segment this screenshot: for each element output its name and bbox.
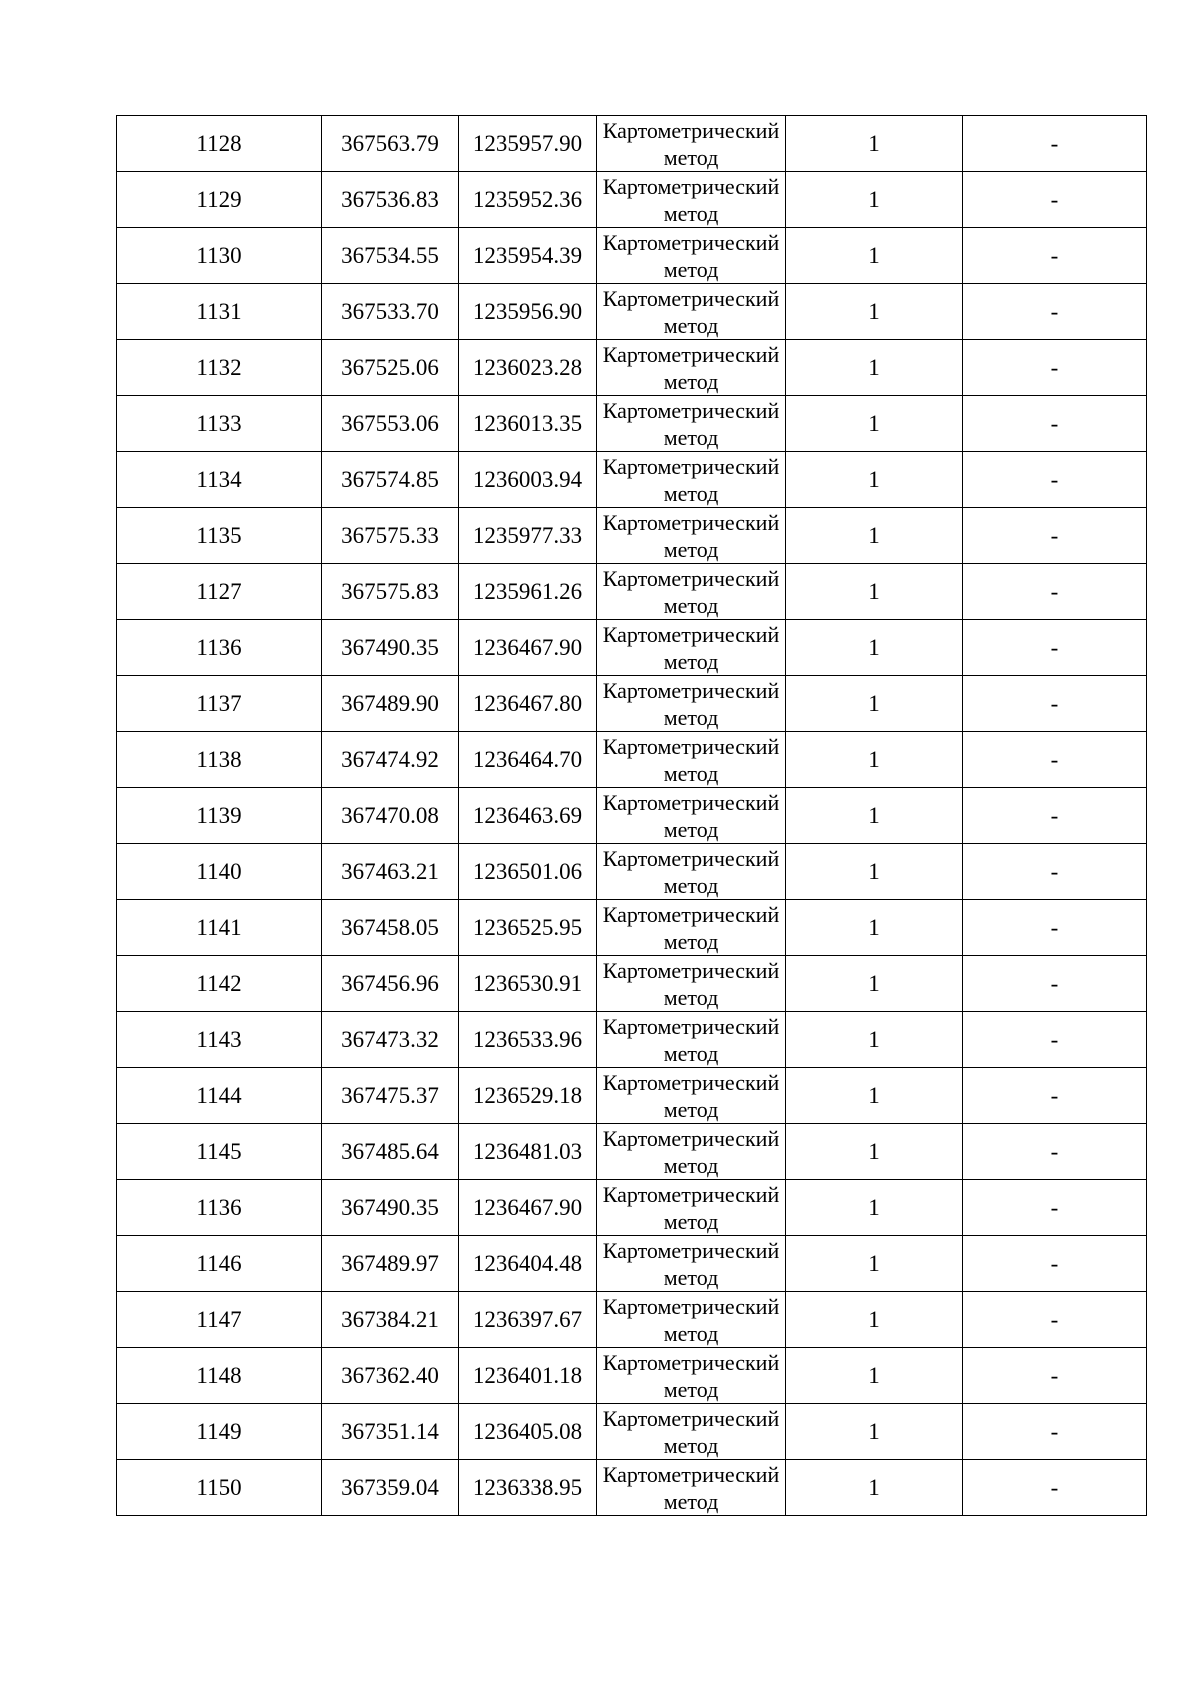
accuracy-cell: 1	[786, 676, 963, 732]
method-text: Картометрический метод	[602, 510, 780, 562]
table-row	[117, 340, 1147, 396]
method-text: Картометрический метод	[602, 1182, 780, 1234]
accuracy-cell: 1	[786, 116, 963, 172]
accuracy-cell: 1	[786, 396, 963, 452]
method-cell	[597, 1460, 786, 1516]
note-cell: -	[963, 844, 1147, 900]
accuracy-cell: 1	[786, 564, 963, 620]
accuracy-cell: 1	[786, 1348, 963, 1404]
y-coordinate-cell: 1236467.80	[459, 676, 597, 732]
x-coordinate-cell: 367458.05	[322, 900, 459, 956]
method-cell	[597, 1236, 786, 1292]
method-cell	[597, 228, 786, 284]
table-row	[117, 1460, 1147, 1516]
accuracy-cell: 1	[786, 340, 963, 396]
point-number-cell: 1139	[117, 788, 322, 844]
y-coordinate-cell: 1235954.39	[459, 228, 597, 284]
accuracy-cell: 1	[786, 228, 963, 284]
y-coordinate-cell: 1235952.36	[459, 172, 597, 228]
x-coordinate-cell: 367575.83	[322, 564, 459, 620]
method-text: Картометрический метод	[602, 398, 780, 450]
table-row	[117, 1348, 1147, 1404]
method-text: Картометрический метод	[602, 454, 780, 506]
note-cell: -	[963, 1292, 1147, 1348]
method-cell	[597, 1124, 786, 1180]
note-cell: -	[963, 1124, 1147, 1180]
table-row	[117, 620, 1147, 676]
accuracy-cell: 1	[786, 1236, 963, 1292]
note-cell: -	[963, 396, 1147, 452]
x-coordinate-cell: 367490.35	[322, 1180, 459, 1236]
table-row	[117, 956, 1147, 1012]
y-coordinate-cell: 1236003.94	[459, 452, 597, 508]
y-coordinate-cell: 1236013.35	[459, 396, 597, 452]
x-coordinate-cell: 367575.33	[322, 508, 459, 564]
method-cell	[597, 396, 786, 452]
x-coordinate-cell: 367474.92	[322, 732, 459, 788]
x-coordinate-cell: 367574.85	[322, 452, 459, 508]
method-cell	[597, 900, 786, 956]
x-coordinate-cell: 367563.79	[322, 116, 459, 172]
note-cell: -	[963, 116, 1147, 172]
accuracy-cell: 1	[786, 508, 963, 564]
method-cell	[597, 788, 786, 844]
accuracy-cell: 1	[786, 788, 963, 844]
method-text: Картометрический метод	[602, 734, 780, 786]
y-coordinate-cell: 1236529.18	[459, 1068, 597, 1124]
point-number-cell: 1131	[117, 284, 322, 340]
method-text: Картометрический метод	[602, 566, 780, 618]
accuracy-cell: 1	[786, 452, 963, 508]
x-coordinate-cell: 367463.21	[322, 844, 459, 900]
y-coordinate-cell: 1236404.48	[459, 1236, 597, 1292]
accuracy-cell: 1	[786, 956, 963, 1012]
method-text: Картометрический метод	[602, 678, 780, 730]
x-coordinate-cell: 367553.06	[322, 396, 459, 452]
note-cell: -	[963, 172, 1147, 228]
point-number-cell: 1142	[117, 956, 322, 1012]
method-text: Картометрический метод	[602, 1014, 780, 1066]
accuracy-cell: 1	[786, 620, 963, 676]
x-coordinate-cell: 367525.06	[322, 340, 459, 396]
y-coordinate-cell: 1236405.08	[459, 1404, 597, 1460]
x-coordinate-cell: 367536.83	[322, 172, 459, 228]
y-coordinate-cell: 1235961.26	[459, 564, 597, 620]
point-number-cell: 1129	[117, 172, 322, 228]
table-row	[117, 1124, 1147, 1180]
table-row	[117, 1012, 1147, 1068]
method-text: Картометрический метод	[602, 1462, 780, 1514]
method-text: Картометрический метод	[602, 958, 780, 1010]
table-row	[117, 508, 1147, 564]
table-row	[117, 564, 1147, 620]
x-coordinate-cell: 367490.35	[322, 620, 459, 676]
method-cell	[597, 1012, 786, 1068]
note-cell: -	[963, 1012, 1147, 1068]
method-text: Картометрический метод	[602, 622, 780, 674]
method-text: Картометрический метод	[602, 1350, 780, 1402]
y-coordinate-cell: 1236023.28	[459, 340, 597, 396]
y-coordinate-cell: 1236530.91	[459, 956, 597, 1012]
point-number-cell: 1136	[117, 620, 322, 676]
table-row	[117, 788, 1147, 844]
accuracy-cell: 1	[786, 1068, 963, 1124]
method-text: Картометрический метод	[602, 118, 780, 170]
method-cell	[597, 1068, 786, 1124]
point-number-cell: 1141	[117, 900, 322, 956]
note-cell: -	[963, 1180, 1147, 1236]
table-row	[117, 1292, 1147, 1348]
point-number-cell: 1150	[117, 1460, 322, 1516]
method-cell	[597, 284, 786, 340]
point-number-cell: 1128	[117, 116, 322, 172]
accuracy-cell: 1	[786, 732, 963, 788]
note-cell: -	[963, 1348, 1147, 1404]
y-coordinate-cell: 1236467.90	[459, 1180, 597, 1236]
point-number-cell: 1149	[117, 1404, 322, 1460]
point-number-cell: 1144	[117, 1068, 322, 1124]
point-number-cell: 1130	[117, 228, 322, 284]
method-cell	[597, 844, 786, 900]
point-number-cell: 1140	[117, 844, 322, 900]
method-cell	[597, 452, 786, 508]
note-cell: -	[963, 1236, 1147, 1292]
table-row	[117, 1236, 1147, 1292]
y-coordinate-cell: 1236464.70	[459, 732, 597, 788]
y-coordinate-cell: 1236463.69	[459, 788, 597, 844]
method-cell	[597, 508, 786, 564]
note-cell: -	[963, 1460, 1147, 1516]
method-cell	[597, 1180, 786, 1236]
note-cell: -	[963, 564, 1147, 620]
table-row	[117, 116, 1147, 172]
y-coordinate-cell: 1236401.18	[459, 1348, 597, 1404]
accuracy-cell: 1	[786, 1404, 963, 1460]
x-coordinate-cell: 367384.21	[322, 1292, 459, 1348]
x-coordinate-cell: 367489.97	[322, 1236, 459, 1292]
note-cell: -	[963, 956, 1147, 1012]
point-number-cell: 1132	[117, 340, 322, 396]
method-cell	[597, 1292, 786, 1348]
method-text: Картометрический метод	[602, 1238, 780, 1290]
table-row	[117, 228, 1147, 284]
point-number-cell: 1143	[117, 1012, 322, 1068]
y-coordinate-cell: 1236525.95	[459, 900, 597, 956]
point-number-cell: 1136	[117, 1180, 322, 1236]
method-text: Картометрический метод	[602, 846, 780, 898]
table-row	[117, 172, 1147, 228]
accuracy-cell: 1	[786, 1460, 963, 1516]
method-cell	[597, 340, 786, 396]
y-coordinate-cell: 1236397.67	[459, 1292, 597, 1348]
point-number-cell: 1147	[117, 1292, 322, 1348]
coordinates-table	[116, 115, 1147, 1516]
table-row	[117, 284, 1147, 340]
x-coordinate-cell: 367362.40	[322, 1348, 459, 1404]
note-cell: -	[963, 1068, 1147, 1124]
y-coordinate-cell: 1235957.90	[459, 116, 597, 172]
x-coordinate-cell: 367534.55	[322, 228, 459, 284]
method-cell	[597, 1348, 786, 1404]
note-cell: -	[963, 1404, 1147, 1460]
note-cell: -	[963, 228, 1147, 284]
x-coordinate-cell: 367359.04	[322, 1460, 459, 1516]
method-cell	[597, 732, 786, 788]
method-text: Картометрический метод	[602, 286, 780, 338]
note-cell: -	[963, 508, 1147, 564]
table-row	[117, 900, 1147, 956]
note-cell: -	[963, 340, 1147, 396]
point-number-cell: 1138	[117, 732, 322, 788]
y-coordinate-cell: 1236501.06	[459, 844, 597, 900]
method-cell	[597, 1404, 786, 1460]
note-cell: -	[963, 620, 1147, 676]
method-cell	[597, 620, 786, 676]
note-cell: -	[963, 900, 1147, 956]
point-number-cell: 1146	[117, 1236, 322, 1292]
x-coordinate-cell: 367470.08	[322, 788, 459, 844]
method-text: Картометрический метод	[602, 174, 780, 226]
table-row	[117, 1068, 1147, 1124]
note-cell: -	[963, 788, 1147, 844]
y-coordinate-cell: 1235977.33	[459, 508, 597, 564]
y-coordinate-cell: 1235956.90	[459, 284, 597, 340]
y-coordinate-cell: 1236481.03	[459, 1124, 597, 1180]
accuracy-cell: 1	[786, 1012, 963, 1068]
method-text: Картометрический метод	[602, 1070, 780, 1122]
point-number-cell: 1134	[117, 452, 322, 508]
method-cell	[597, 956, 786, 1012]
accuracy-cell: 1	[786, 1292, 963, 1348]
point-number-cell: 1133	[117, 396, 322, 452]
note-cell: -	[963, 452, 1147, 508]
accuracy-cell: 1	[786, 844, 963, 900]
table-row	[117, 732, 1147, 788]
method-cell	[597, 564, 786, 620]
table-row	[117, 676, 1147, 732]
note-cell: -	[963, 732, 1147, 788]
note-cell: -	[963, 676, 1147, 732]
x-coordinate-cell: 367475.37	[322, 1068, 459, 1124]
table-row	[117, 1180, 1147, 1236]
point-number-cell: 1127	[117, 564, 322, 620]
method-text: Картометрический метод	[602, 902, 780, 954]
x-coordinate-cell: 367473.32	[322, 1012, 459, 1068]
method-cell	[597, 172, 786, 228]
y-coordinate-cell: 1236338.95	[459, 1460, 597, 1516]
x-coordinate-cell: 367456.96	[322, 956, 459, 1012]
table-row	[117, 396, 1147, 452]
accuracy-cell: 1	[786, 1180, 963, 1236]
method-text: Картометрический метод	[602, 1294, 780, 1346]
table-row	[117, 1404, 1147, 1460]
accuracy-cell: 1	[786, 900, 963, 956]
method-text: Картометрический метод	[602, 1126, 780, 1178]
method-text: Картометрический метод	[602, 790, 780, 842]
method-text: Картометрический метод	[602, 342, 780, 394]
table-body	[117, 116, 1147, 1516]
table-row	[117, 452, 1147, 508]
table-row	[117, 844, 1147, 900]
method-text: Картометрический метод	[602, 230, 780, 282]
x-coordinate-cell: 367485.64	[322, 1124, 459, 1180]
point-number-cell: 1145	[117, 1124, 322, 1180]
point-number-cell: 1135	[117, 508, 322, 564]
y-coordinate-cell: 1236467.90	[459, 620, 597, 676]
x-coordinate-cell: 367533.70	[322, 284, 459, 340]
y-coordinate-cell: 1236533.96	[459, 1012, 597, 1068]
method-cell	[597, 676, 786, 732]
x-coordinate-cell: 367351.14	[322, 1404, 459, 1460]
point-number-cell: 1148	[117, 1348, 322, 1404]
accuracy-cell: 1	[786, 172, 963, 228]
accuracy-cell: 1	[786, 1124, 963, 1180]
method-text: Картометрический метод	[602, 1406, 780, 1458]
x-coordinate-cell: 367489.90	[322, 676, 459, 732]
note-cell: -	[963, 284, 1147, 340]
accuracy-cell: 1	[786, 284, 963, 340]
point-number-cell: 1137	[117, 676, 322, 732]
method-cell	[597, 116, 786, 172]
